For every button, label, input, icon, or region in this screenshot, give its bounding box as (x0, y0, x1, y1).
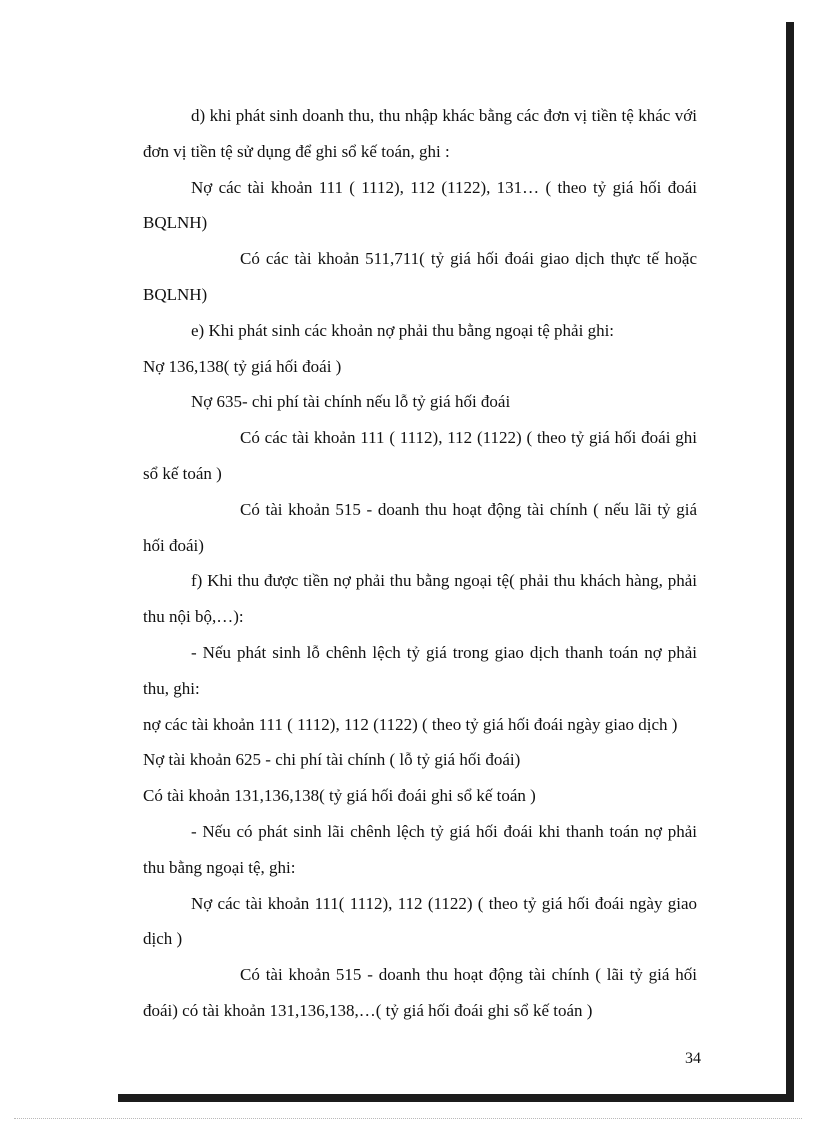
paragraph: e) Khi phát sinh các khoản nợ phải thu bằng ngoại tệ phải ghi: (191, 320, 615, 340)
paragraph: Nợ 635- chi phí tài chính nếu lỗ tỷ giá hối đoái (191, 392, 511, 412)
paragraph: - Nếu có phát sinh lãi chênh lệch tỷ giá hối đoái khi thanh toán nợ phải thu bằng ngoại tệ, ghi: (143, 821, 697, 877)
paragraph: d) khi phát sinh doanh thu, thu nhập khác bằng các đơn vị tiền tệ khác với đơn vị tiền tệ sử dụng để ghi sổ kế toán, ghi : (143, 106, 697, 161)
paragraph: Có các tài khoản 511,711( tỷ giá hối đoái giao dịch thực tế hoặc BQLNH) (143, 249, 697, 304)
paragraph: nợ các tài khoản 111 ( 1112), 112 (1122) ( theo tỷ giá hối đoái ngày giao dịch ) (143, 714, 678, 734)
paragraph: f) Khi thu được tiền nợ phải thu bằng ngoại tệ( phải thu khách hàng, phải thu nội bộ,…): (143, 571, 697, 627)
page-number: 34 (685, 1050, 701, 1067)
document-body (143, 98, 697, 1029)
paragraph: Nợ các tài khoản 111( 1112), 112 (1122) ( theo tỷ giá hối đoái ngày giao dịch ) (143, 893, 697, 949)
paragraph: Nợ tài khoản 625 - chi phí tài chính ( lỗ tỷ giá hối đoái) (143, 750, 521, 770)
page-break-line (14, 1118, 802, 1119)
paragraph: Nợ 136,138( tỷ giá hối đoái ) (143, 356, 342, 376)
paragraph: Có tài khoản 515 - doanh thu hoạt động tài chính ( lãi tỷ giá hối đoái) có tài khoản 131,136,138,…( tỷ giá hối đoái ghi sổ kế toán ) (143, 965, 697, 1020)
paragraph: Có tài khoản 131,136,138( tỷ giá hối đoái ghi sổ kế toán ) (143, 786, 536, 806)
paragraph: Nợ các tài khoản 111 ( 1112), 112 (1122), 131… ( theo tỷ giá hối đoái BQLNH) (143, 177, 697, 233)
paragraph: Có tài khoản 515 - doanh thu hoạt động tài chính ( nếu lãi tỷ giá hối đoái) (143, 499, 697, 555)
paragraph: - Nếu phát sinh lỗ chênh lệch tỷ giá trong giao dịch thanh toán nợ phải thu, ghi: (143, 642, 697, 698)
paragraph: Có các tài khoản 111 ( 1112), 112 (1122) ( theo tỷ giá hối đoái ghi sổ kế toán ) (143, 428, 697, 483)
